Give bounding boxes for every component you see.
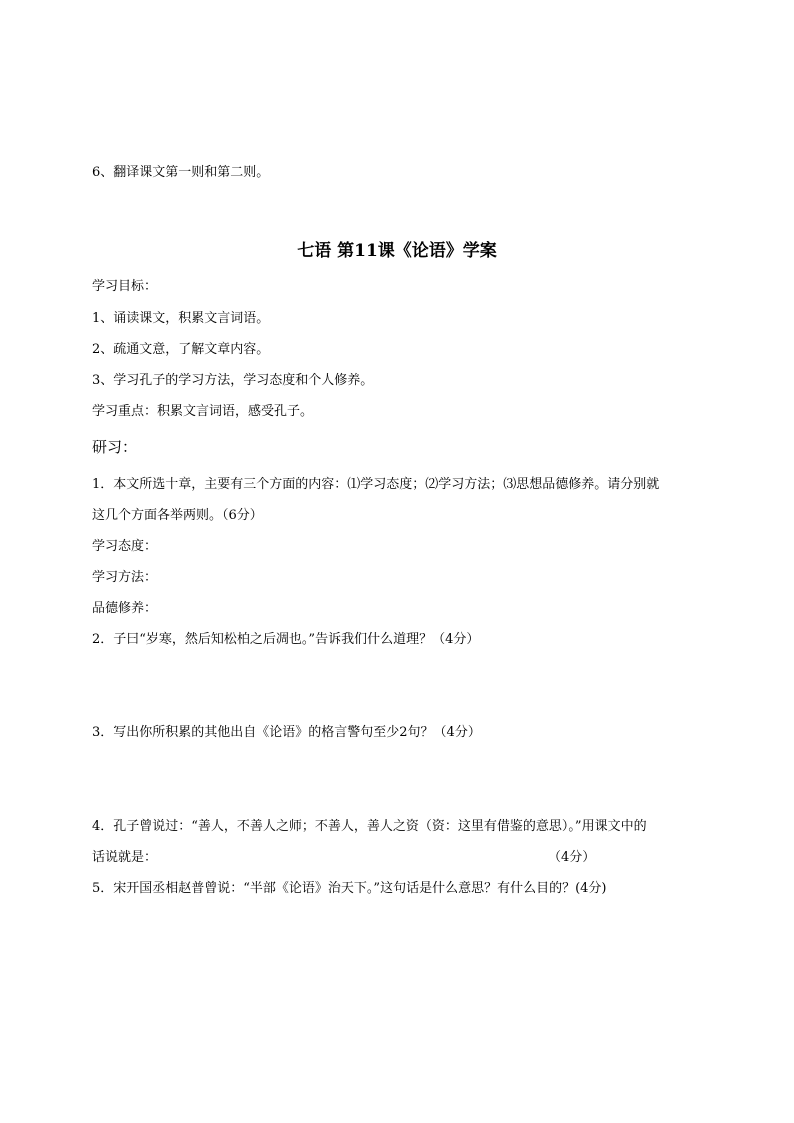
objectives-label: 学习目标： xyxy=(92,279,158,294)
question-1-line-2: 这几个方面各举两则。（6分） xyxy=(92,508,263,523)
objective-item-2: 2、疏通文意，了解文章内容。 xyxy=(92,342,270,357)
question-4-score: （4分） xyxy=(548,850,596,865)
question-4-line-1: 4．孔子曾说过：“善人，不善人之师；不善人，善人之资（资：这里有借鉴的意思）。”用课文中的 xyxy=(92,819,647,834)
study-label: 研习： xyxy=(92,438,138,456)
objective-item-3: 3、学习孔子的学习方法，学习态度和个人修养。 xyxy=(92,373,374,388)
answer-label-attitude: 学习态度： xyxy=(92,539,158,554)
objective-item-1: 1、诵读课文，积累文言词语。 xyxy=(92,311,270,326)
question-3: 3．写出你所积累的其他出自《论语》的格言警句至少2句？（4分） xyxy=(92,725,481,740)
question-6-translate: 6、翻译课文第一则和第二则。 xyxy=(92,165,270,180)
focus-text: 学习重点：积累文言词语，感受孔子。 xyxy=(92,404,314,419)
question-5: 5．宋开国丞相赵普曾说：“半部《论语》治天下。”这句话是什么意思？有什么目的？(4分) xyxy=(92,881,607,896)
answer-label-morality: 品德修养： xyxy=(92,601,158,616)
question-1-line-1: 1．本文所选十章，主要有三个方面的内容：⑴学习态度；⑵学习方法；⑶思想品德修养。请分别就 xyxy=(92,477,660,492)
page-title: 七语 第11课《论语》学案 xyxy=(297,241,497,261)
question-2: 2．子曰“岁寒，然后知松柏之后凋也。”告诉我们什么道理？（4分） xyxy=(92,632,480,647)
answer-label-method: 学习方法： xyxy=(92,570,158,585)
question-4-line-2: 话说就是： xyxy=(92,850,158,865)
